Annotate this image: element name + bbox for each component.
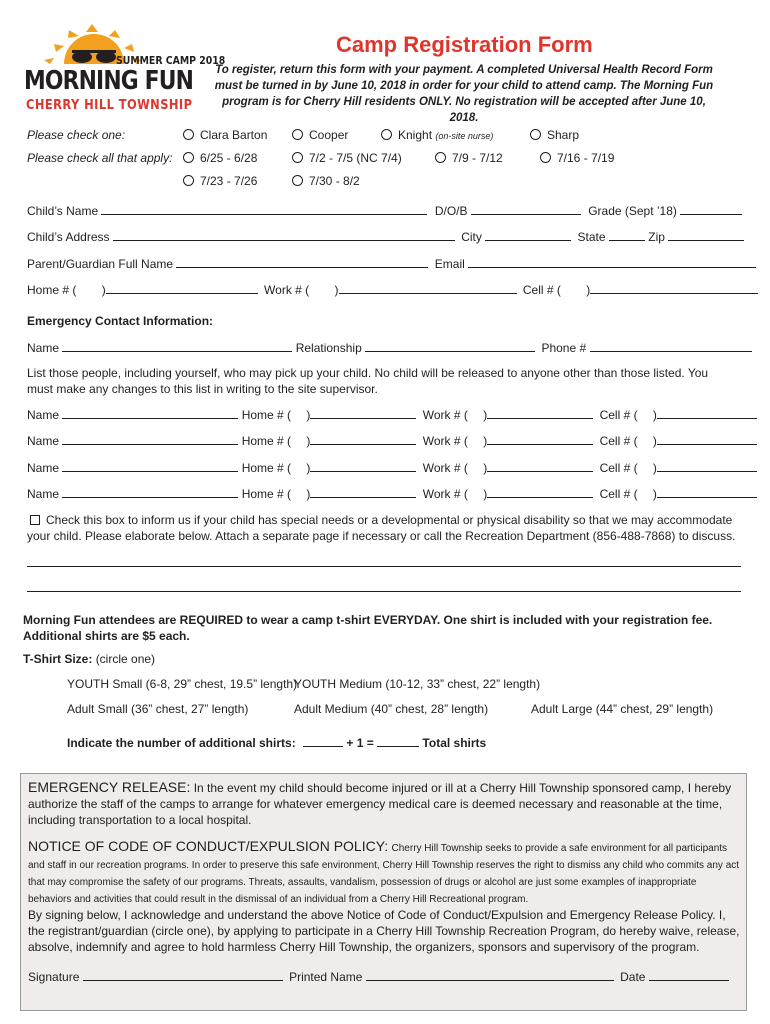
pickup-work-field[interactable] [487,407,593,419]
week-option[interactable]: 7/16 - 7/19 [540,151,614,165]
logo-bottom-text: CHERRY HILL TOWNSHIP [26,98,193,113]
child-name-field[interactable] [101,203,427,215]
special-needs-text: Check this box to inform us if your child has special needs or a developmental or physical disability so that we may accommodate your child. Please elaborate below. Attach a separate page if necessary or call the Recreation Department (856-488-7868) to discuss. [27,513,736,543]
home-label: Home # ( [27,283,77,297]
knight-note: (on-site nurse) [435,131,494,141]
city-field[interactable] [485,229,571,241]
total-shirts-field[interactable] [377,735,419,747]
week-option[interactable]: 7/9 - 7/12 [435,151,503,165]
size-youth-medium[interactable]: YOUTH Medium (10-12, 33” chest, 22” length) [294,677,541,691]
emergency-name-field[interactable] [62,340,292,352]
date-label: Date [620,970,646,984]
form-intro: To register, return this form with your payment. A completed Universal Health Record Form must be turned in by June 10, 2018 in order for your child to attend camp. The Morning Fun program is for Cherry Hill residents ONLY. No registration will be accepted after June 10, 2018. [214,64,714,124]
email-label: Email [434,257,465,271]
size-adult-medium[interactable]: Adult Medium (40” chest, 28” length) [294,702,489,716]
acknowledgement-text: By signing below, I acknowledge and understand the above Notice of Code of Conduct/Expulsion and Emergency Release Policy. I, the registrant/guardian (circle one), by applying to participate in a Cherry Hill Township Recreation Program, do hereby waive, release, absolve, indemnify and agree to hold harmless Cherry Hill Township, the organizers, sponsors and supervisory of the program. [28,908,740,954]
week-option[interactable]: 7/2 - 7/5 (NC 7/4) [292,151,402,165]
child-name-label: Child’s Name [27,204,99,218]
conduct-policy [28,838,740,907]
emergency-heading: Emergency Contact Information: [27,314,214,328]
pickup-home-field[interactable] [310,407,416,419]
zip-label: Zip [648,230,665,244]
relationship-label: Relationship [295,341,362,355]
radio-icon [183,129,194,140]
form-title: Camp Registration Form [336,32,593,57]
week-option[interactable]: 6/25 - 6/28 [183,151,257,165]
pickup-row: Name Home # ( ) Work # ( ) Cell # ( ) [27,486,757,501]
location-cooper[interactable]: Cooper [292,128,348,142]
radio-icon [292,175,303,186]
radio-icon [292,152,303,163]
printed-name-field[interactable] [366,969,614,981]
address-label: Child’s Address [27,230,110,244]
radio-icon [183,175,194,186]
city-label: City [461,230,482,244]
pickup-home-field[interactable] [310,486,416,498]
conduct-text: Cherry Hill Township seeks to provide a safe environment for all participants and staff in our recreation programs. In order to preserve this safe environment, Cherry Hill Township reserves the right to dismiss any child who commits any act that may compromise the safety of our programs. Threats, assaults, vandalism, possession of drugs or alcohol are just some examples of inappropriate behaviors and activities that could result in the dismissal of an individual from a Cherry Hill Recreational program. [28,843,740,905]
logo-main-text: MORNING FUN [24,66,194,96]
pickup-name-field[interactable] [62,407,238,419]
pickup-work-field[interactable] [487,460,593,472]
signature-field[interactable] [83,969,283,981]
zip-field[interactable] [668,229,744,241]
radio-icon [530,129,541,140]
pickup-home-field[interactable] [310,460,416,472]
total-shirts-label: Total shirts [422,736,487,750]
tshirt-size-label: T-Shirt Size: [23,652,93,666]
dob-label: D/O/B [434,204,468,218]
parent-row [27,256,756,271]
date-field[interactable] [649,969,729,981]
dob-field[interactable] [471,203,581,215]
emergency-row [27,340,752,355]
email-field[interactable] [468,256,756,268]
conduct-heading: NOTICE OF CODE OF CONDUCT/EXPULSION POLICY: [28,838,389,854]
additional-shirts-field[interactable] [303,735,343,747]
additional-shirts-row [67,735,486,750]
parent-label: Parent/Guardian Full Name [27,257,174,271]
relationship-field[interactable] [365,340,535,352]
work-label: Work # ( [264,283,310,297]
phone-row: Home # ( ) Work # ( ) Cell # ( ) [27,282,758,297]
cell-phone-field[interactable] [590,282,758,294]
pickup-row: Name Home # ( ) Work # ( ) Cell # ( ) [27,407,757,422]
release-text: In the event my child should become injured or ill at a Cherry Hill Township sponsored camp, I hereby authorize the staff of the camps to arrange for whatever emergency medical care is deemed necessary and reasonable at the time, including transportation to a local hospital. [28,781,732,827]
pickup-name-field[interactable] [62,460,238,472]
signature-label: Signature [28,970,80,984]
logo-top-text: SUMMER CAMP 2018 [116,54,226,67]
tshirt-size-note: (circle one) [95,652,156,666]
size-adult-small[interactable]: Adult Small (36” chest, 27” length) [67,702,249,716]
camp-logo [24,24,226,116]
parent-field[interactable] [176,256,428,268]
pickup-name-field[interactable] [62,486,238,498]
plus-one-label: + 1 = [346,736,374,750]
pickup-instructions: List those people, including yourself, who may pick up your child. No child will be released to anyone other than those listed. You must make any changes to this list in writing to the site supervisor. [27,366,709,396]
grade-field[interactable] [680,203,742,215]
elaborate-line-1[interactable] [27,566,741,567]
tshirt-size-row [23,652,155,666]
release-heading: EMERGENCY RELEASE: [28,779,191,795]
child-address-row [27,229,744,244]
work-phone-field[interactable] [339,282,517,294]
pickup-cell-field[interactable] [657,460,757,472]
special-needs-checkbox[interactable] [30,515,40,525]
tshirt-notice: Morning Fun attendees are REQUIRED to wear a camp t-shirt EVERYDAY. One shirt is included with your registration fee. Additional shirts are $5 each. [23,613,713,643]
elaborate-line-2[interactable] [27,591,741,592]
pickup-name-field[interactable] [62,433,238,445]
check-one-label: Please check one: [27,128,126,142]
location-knight[interactable]: Knight (on-site nurse) [381,128,493,142]
week-option[interactable]: 7/23 - 7/26 [183,174,257,188]
pickup-row: Name Home # ( ) Work # ( ) Cell # ( ) [27,433,757,448]
emergency-phone-label: Phone # [541,341,587,355]
size-adult-large[interactable]: Adult Large (44” chest, 29” length) [531,702,714,716]
radio-icon [183,152,194,163]
emergency-name-label: Name [27,341,60,355]
address-field[interactable] [113,229,455,241]
emergency-release [28,779,738,828]
state-field[interactable] [609,229,645,241]
radio-icon [540,152,551,163]
printed-name-label: Printed Name [289,970,363,984]
location-clara-barton[interactable]: Clara Barton [183,128,267,142]
special-needs-block [27,512,737,544]
check-all-label: Please check all that apply: [27,151,173,165]
pickup-work-field[interactable] [487,486,593,498]
pickup-home-field[interactable] [310,433,416,445]
child-name-row [27,203,742,218]
home-phone-field[interactable] [106,282,258,294]
grade-label: Grade (Sept ’18) [588,204,677,218]
pickup-cell-field[interactable] [657,486,757,498]
week-option[interactable]: 7/30 - 8/2 [292,174,360,188]
pickup-cell-field[interactable] [657,407,757,419]
additional-shirts-label: Indicate the number of additional shirts: [67,736,296,750]
signature-row [28,969,729,984]
radio-icon [435,152,446,163]
location-sharp[interactable]: Sharp [530,128,579,142]
radio-icon [292,129,303,140]
pickup-row: Name Home # ( ) Work # ( ) Cell # ( ) [27,460,757,475]
cell-label: Cell # ( [522,283,561,297]
radio-icon [381,129,392,140]
pickup-work-field[interactable] [487,433,593,445]
pickup-cell-field[interactable] [657,433,757,445]
state-label: State [577,230,606,244]
emergency-phone-field[interactable] [590,340,752,352]
size-youth-small[interactable]: YOUTH Small (6-8, 29” chest, 19.5” length) [67,677,298,691]
